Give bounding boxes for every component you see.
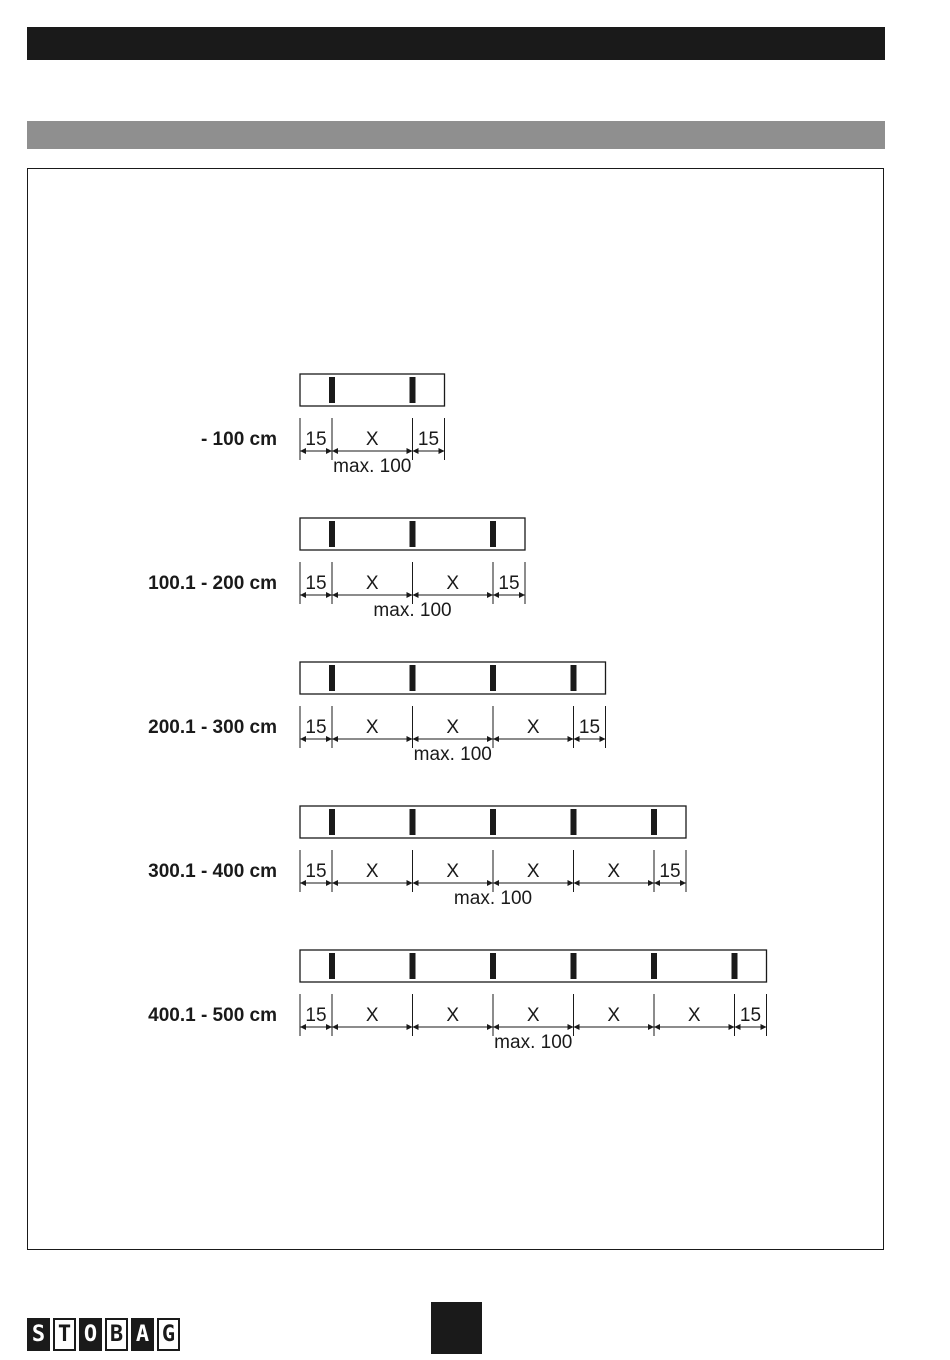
segment-label: X [365, 717, 379, 738]
dimension-arrow [487, 880, 493, 886]
bracket-mark [410, 809, 416, 835]
max-spacing-label: max. 100 [333, 456, 412, 477]
width-range-label: 200.1 - 300 cm [148, 717, 277, 738]
bracket-mark [329, 809, 335, 835]
dimension-arrow [407, 880, 413, 886]
segment-label: X [687, 1005, 701, 1026]
logo-letter-o: O [79, 1318, 102, 1351]
segment-label: 15 [305, 573, 327, 594]
bracket-mark [490, 953, 496, 979]
bracket-mark [732, 953, 738, 979]
logo-letter-s: S [27, 1318, 50, 1351]
dimension-arrow [407, 448, 413, 454]
dimension-arrow [332, 1024, 338, 1030]
bracket-mark [410, 521, 416, 547]
dimension-arrow [568, 880, 574, 886]
segment-label: 15 [578, 717, 601, 738]
bracket-mark [490, 665, 496, 691]
dimension-arrow [413, 592, 419, 598]
bracket-mark [571, 953, 577, 979]
dimension-arrow [729, 1024, 735, 1030]
dimension-arrow [332, 736, 338, 742]
dimension-arrow [332, 880, 338, 886]
segment-label: X [526, 1005, 540, 1026]
dimension-arrow [648, 880, 654, 886]
segment-label: 15 [739, 1005, 762, 1026]
dimension-arrow [654, 1024, 660, 1030]
dimension-arrow [413, 736, 419, 742]
logo-letter-b: B [105, 1318, 128, 1351]
segment-label: X [365, 861, 379, 882]
segment-label: X [365, 429, 379, 450]
dimension-arrow [326, 448, 332, 454]
width-range-label: - 100 cm [200, 429, 277, 450]
dimension-arrow [326, 880, 332, 886]
dimension-arrow [680, 880, 686, 886]
bracket-mark [490, 521, 496, 547]
dimension-arrow [407, 736, 413, 742]
segment-label: X [365, 1005, 379, 1026]
bracket-mark [329, 665, 335, 691]
bracket-mark [651, 953, 657, 979]
dimension-arrow [574, 1024, 580, 1030]
max-spacing-label: max. 100 [413, 744, 492, 765]
dimension-arrow [326, 736, 332, 742]
dimension-arrow [332, 448, 338, 454]
segment-label: X [365, 573, 379, 594]
segment-label: X [446, 1005, 460, 1026]
max-spacing-label: max. 100 [373, 600, 452, 621]
segment-label: 15 [305, 717, 327, 738]
dimension-arrow [600, 736, 606, 742]
width-range-label: 100.1 - 200 cm [148, 573, 277, 594]
segment-label: X [446, 861, 460, 882]
profile-bar [300, 950, 767, 982]
segment-label: X [526, 717, 540, 738]
segment-label: 15 [417, 429, 440, 450]
max-spacing-label: max. 100 [453, 888, 533, 909]
stobag-logo [27, 1318, 183, 1351]
dimension-arrow [761, 1024, 767, 1030]
segment-label: X [607, 861, 621, 882]
bracket-mark [329, 953, 335, 979]
profile-bar [300, 374, 445, 406]
dimension-arrow [493, 880, 499, 886]
width-range-label: 300.1 - 400 cm [148, 861, 277, 882]
dimension-arrow [487, 736, 493, 742]
segment-label: 15 [659, 861, 681, 882]
max-spacing-label: max. 100 [494, 1032, 573, 1053]
dimension-arrow [574, 880, 580, 886]
bracket-mark [329, 377, 335, 403]
bracket-mark [410, 377, 416, 403]
dimension-arrow [332, 592, 338, 598]
dimension-arrow [493, 1024, 499, 1030]
dimension-arrow [568, 1024, 574, 1030]
dimension-arrow [439, 448, 445, 454]
bracket-mark [329, 521, 335, 547]
profile-bar [300, 662, 606, 694]
segment-label: X [446, 717, 460, 738]
bracket-mark [410, 953, 416, 979]
dimension-arrow [407, 1024, 413, 1030]
dimension-arrow [487, 1024, 493, 1030]
segment-label: X [607, 1005, 621, 1026]
width-range-label: 400.1 - 500 cm [148, 1005, 277, 1026]
dimension-arrow [493, 736, 499, 742]
segment-label: X [526, 861, 540, 882]
segment-label: 15 [498, 573, 520, 594]
dimension-arrow [487, 592, 493, 598]
dimension-arrow [568, 736, 574, 742]
page-number-block [431, 1302, 482, 1354]
bracket-mark [571, 665, 577, 691]
logo-letter-t: T [53, 1318, 76, 1351]
bracket-mark [410, 665, 416, 691]
logo-letter-a: A [131, 1318, 154, 1351]
dimension-arrow [326, 592, 332, 598]
dimension-arrow [519, 592, 525, 598]
logo-letter-g: G [157, 1318, 180, 1351]
bracket-mark [490, 809, 496, 835]
segment-label: 15 [305, 429, 327, 450]
bracket-mark [651, 809, 657, 835]
segment-label: X [446, 573, 460, 594]
bracket-mark [571, 809, 577, 835]
segment-label: 15 [305, 861, 327, 882]
dimension-arrow [413, 880, 419, 886]
segment-label: 15 [305, 1005, 327, 1026]
dimension-arrow [326, 1024, 332, 1030]
dimension-arrow [407, 592, 413, 598]
dimension-arrow [413, 1024, 419, 1030]
dimension-arrow [648, 1024, 654, 1030]
